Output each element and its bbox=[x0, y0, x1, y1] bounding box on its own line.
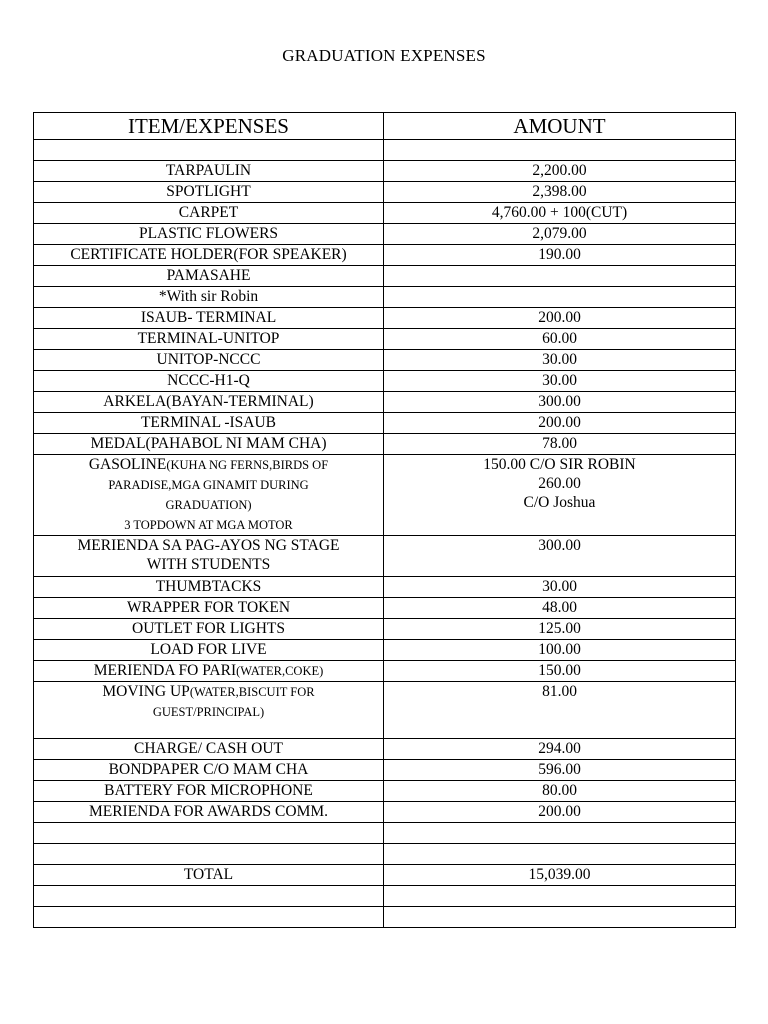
amount-text: 78.00 bbox=[542, 435, 577, 452]
item-line bbox=[38, 702, 379, 722]
amount-cell bbox=[384, 865, 736, 886]
item-line bbox=[38, 661, 379, 681]
table-row bbox=[34, 182, 736, 203]
item-note: (WATER,COKE) bbox=[236, 664, 324, 678]
amount-text: 81.00 bbox=[542, 683, 577, 700]
amount-cell bbox=[384, 802, 736, 823]
item-cell bbox=[34, 329, 384, 350]
amount-line bbox=[388, 640, 731, 659]
amount-cell bbox=[384, 823, 736, 844]
amount-line bbox=[388, 536, 731, 555]
item-line bbox=[38, 287, 379, 306]
amount-text: 30.00 bbox=[542, 372, 577, 389]
item-line bbox=[38, 182, 379, 201]
item-cell bbox=[34, 140, 384, 161]
item-cell bbox=[34, 161, 384, 182]
item-note: 3 TOPDOWN AT MGA MOTOR bbox=[124, 518, 293, 532]
amount-text: 30.00 bbox=[542, 578, 577, 595]
item-line bbox=[38, 371, 379, 390]
item-cell bbox=[34, 682, 384, 739]
table-row bbox=[34, 619, 736, 640]
table-header-row bbox=[34, 113, 736, 140]
item-line bbox=[38, 739, 379, 758]
amount-line bbox=[388, 329, 731, 348]
item-cell bbox=[34, 308, 384, 329]
item-cell bbox=[34, 823, 384, 844]
item-cell bbox=[34, 907, 384, 928]
item-line bbox=[38, 392, 379, 411]
amount-cell bbox=[384, 287, 736, 308]
item-text: WITH STUDENTS bbox=[146, 556, 271, 573]
amount-cell bbox=[384, 161, 736, 182]
item-cell bbox=[34, 434, 384, 455]
item-line bbox=[38, 781, 379, 800]
item-note: PARADISE,MGA GINAMIT DURING bbox=[108, 478, 309, 492]
amount-text: 2,079.00 bbox=[532, 225, 587, 242]
amount-cell bbox=[384, 536, 736, 577]
amount-cell bbox=[384, 640, 736, 661]
item-line bbox=[38, 682, 379, 702]
item-text: ARKELA(BAYAN-TERMINAL) bbox=[103, 393, 314, 410]
item-text: UNITOP-NCCC bbox=[156, 351, 261, 368]
item-text: CERTIFICATE HOLDER(FOR SPEAKER) bbox=[70, 246, 347, 263]
item-line bbox=[38, 475, 379, 495]
table-row bbox=[34, 739, 736, 760]
item-line bbox=[38, 536, 379, 555]
amount-column-header: AMOUNT bbox=[384, 113, 736, 140]
table-row bbox=[34, 598, 736, 619]
item-line bbox=[38, 434, 379, 453]
table-row bbox=[34, 308, 736, 329]
item-text: MERIENDA FO PARI bbox=[93, 662, 237, 679]
amount-text: 200.00 bbox=[538, 414, 581, 431]
item-cell bbox=[34, 413, 384, 434]
item-line bbox=[38, 619, 379, 638]
amount-line bbox=[388, 474, 731, 493]
amount-text: 260.00 bbox=[538, 475, 581, 492]
table-row bbox=[34, 640, 736, 661]
item-text: CHARGE/ CASH OUT bbox=[134, 740, 283, 757]
item-note: GRADUATION) bbox=[165, 498, 252, 512]
table-row bbox=[34, 661, 736, 682]
table-row bbox=[34, 140, 736, 161]
item-line bbox=[38, 865, 379, 884]
amount-line bbox=[388, 577, 731, 596]
table-row bbox=[34, 577, 736, 598]
amount-text: 294.00 bbox=[538, 740, 581, 757]
amount-cell bbox=[384, 661, 736, 682]
amount-cell bbox=[384, 682, 736, 739]
amount-text: 300.00 bbox=[538, 393, 581, 410]
item-note: GUEST/PRINCIPAL) bbox=[152, 705, 265, 719]
table-row bbox=[34, 682, 736, 739]
item-line bbox=[38, 577, 379, 596]
amount-cell bbox=[384, 245, 736, 266]
item-cell bbox=[34, 598, 384, 619]
amount-cell bbox=[384, 413, 736, 434]
item-text: SPOTLIGHT bbox=[166, 183, 251, 200]
amount-cell bbox=[384, 329, 736, 350]
amount-cell bbox=[384, 907, 736, 928]
amount-cell bbox=[384, 781, 736, 802]
item-text: TERMINAL -ISAUB bbox=[140, 414, 277, 431]
item-line bbox=[38, 245, 379, 264]
amount-line bbox=[388, 598, 731, 617]
item-line bbox=[38, 555, 379, 574]
amount-text: C/O Joshua bbox=[523, 494, 596, 511]
item-text: MEDAL(PAHABOL NI MAM CHA) bbox=[90, 435, 327, 452]
amount-line bbox=[388, 455, 731, 474]
amount-text: 200.00 bbox=[538, 803, 581, 820]
item-line bbox=[38, 640, 379, 659]
item-cell bbox=[34, 640, 384, 661]
amount-text: 150.00 C/O SIR ROBIN bbox=[483, 456, 636, 473]
amount-cell bbox=[384, 266, 736, 287]
amount-cell bbox=[384, 224, 736, 245]
amount-line bbox=[388, 413, 731, 432]
item-text: TARPAULIN bbox=[165, 162, 252, 179]
table-row bbox=[34, 455, 736, 536]
item-cell bbox=[34, 455, 384, 536]
amount-line bbox=[388, 760, 731, 779]
amount-text: 48.00 bbox=[542, 599, 577, 616]
item-text: *With sir Robin bbox=[158, 288, 259, 305]
table-row bbox=[34, 161, 736, 182]
item-line bbox=[38, 203, 379, 222]
amount-line bbox=[388, 493, 731, 512]
amount-cell bbox=[384, 886, 736, 907]
item-cell bbox=[34, 802, 384, 823]
item-text: LOAD FOR LIVE bbox=[150, 641, 267, 658]
item-text: BATTERY FOR MICROPHONE bbox=[104, 782, 313, 799]
amount-text: 125.00 bbox=[538, 620, 581, 637]
amount-text: 60.00 bbox=[542, 330, 577, 347]
item-line bbox=[38, 224, 379, 243]
item-line bbox=[38, 760, 379, 779]
item-text: BONDPAPER C/O MAM CHA bbox=[108, 761, 309, 778]
item-cell bbox=[34, 245, 384, 266]
item-cell bbox=[34, 577, 384, 598]
table-row bbox=[34, 907, 736, 928]
amount-text: 596.00 bbox=[538, 761, 581, 778]
table-row bbox=[34, 865, 736, 886]
amount-text: 2,398.00 bbox=[532, 183, 587, 200]
item-text: TERMINAL-UNITOP bbox=[137, 330, 280, 347]
amount-cell bbox=[384, 739, 736, 760]
amount-text: 4,760.00 + 100(CUT) bbox=[491, 204, 628, 221]
item-line bbox=[38, 329, 379, 348]
amount-text: 200.00 bbox=[538, 309, 581, 326]
amount-text: 100.00 bbox=[538, 641, 581, 658]
table-row bbox=[34, 760, 736, 781]
item-text: CARPET bbox=[178, 204, 239, 221]
item-note: (WATER,BISCUIT FOR bbox=[189, 685, 315, 699]
amount-cell bbox=[384, 203, 736, 224]
amount-cell bbox=[384, 308, 736, 329]
item-text: MERIENDA SA PAG-AYOS NG STAGE bbox=[77, 537, 340, 554]
table-row bbox=[34, 781, 736, 802]
amount-line bbox=[388, 781, 731, 800]
item-line bbox=[38, 515, 379, 535]
table-row bbox=[34, 413, 736, 434]
amount-line bbox=[388, 224, 731, 243]
item-text: GASOLINE bbox=[88, 456, 167, 473]
amount-cell bbox=[384, 844, 736, 865]
item-cell bbox=[34, 760, 384, 781]
amount-text: 15,039.00 bbox=[528, 866, 591, 883]
amount-line bbox=[388, 802, 731, 821]
item-cell bbox=[34, 287, 384, 308]
amount-line bbox=[388, 619, 731, 638]
amount-text: 80.00 bbox=[542, 782, 577, 799]
item-cell bbox=[34, 781, 384, 802]
amount-line bbox=[388, 865, 731, 884]
item-cell bbox=[34, 865, 384, 886]
amount-cell bbox=[384, 577, 736, 598]
item-line bbox=[38, 161, 379, 180]
amount-line bbox=[388, 350, 731, 369]
amount-cell bbox=[384, 371, 736, 392]
item-text: WRAPPER FOR TOKEN bbox=[126, 599, 291, 616]
amount-text: 190.00 bbox=[538, 246, 581, 263]
item-text: MOVING UP bbox=[102, 683, 190, 700]
item-cell bbox=[34, 619, 384, 640]
amount-text: 30.00 bbox=[542, 351, 577, 368]
table-row bbox=[34, 203, 736, 224]
amount-line bbox=[388, 371, 731, 390]
table-row bbox=[34, 844, 736, 865]
amount-line bbox=[388, 434, 731, 453]
item-line bbox=[38, 266, 379, 285]
table-row bbox=[34, 371, 736, 392]
item-note: (KUHA NG FERNS,BIRDS OF bbox=[166, 458, 329, 472]
item-cell bbox=[34, 266, 384, 287]
amount-line bbox=[388, 245, 731, 264]
amount-cell bbox=[384, 392, 736, 413]
item-cell bbox=[34, 182, 384, 203]
table-row bbox=[34, 329, 736, 350]
table-row bbox=[34, 245, 736, 266]
amount-cell bbox=[384, 350, 736, 371]
table-row bbox=[34, 266, 736, 287]
item-text: TOTAL bbox=[183, 866, 234, 883]
expenses-table bbox=[33, 112, 736, 928]
item-cell bbox=[34, 886, 384, 907]
item-cell bbox=[34, 844, 384, 865]
amount-line bbox=[388, 392, 731, 411]
item-line bbox=[38, 455, 379, 475]
item-text: MERIENDA FOR AWARDS COMM. bbox=[88, 803, 329, 820]
amount-text: 150.00 bbox=[538, 662, 581, 679]
item-cell bbox=[34, 661, 384, 682]
item-line bbox=[38, 495, 379, 515]
table-row bbox=[34, 224, 736, 245]
item-line bbox=[38, 802, 379, 821]
amount-cell bbox=[384, 182, 736, 203]
amount-line bbox=[388, 161, 731, 180]
item-text: THUMBTACKS bbox=[155, 578, 262, 595]
amount-cell bbox=[384, 619, 736, 640]
item-cell bbox=[34, 203, 384, 224]
item-cell bbox=[34, 350, 384, 371]
amount-line bbox=[388, 682, 731, 701]
amount-cell bbox=[384, 760, 736, 781]
table-row bbox=[34, 434, 736, 455]
amount-line bbox=[388, 661, 731, 680]
item-text: PLASTIC FLOWERS bbox=[138, 225, 279, 242]
item-cell bbox=[34, 224, 384, 245]
amount-cell bbox=[384, 598, 736, 619]
amount-cell bbox=[384, 140, 736, 161]
table-row bbox=[34, 350, 736, 371]
item-text: ISAUB- TERMINAL bbox=[140, 309, 277, 326]
table-row bbox=[34, 392, 736, 413]
table-row bbox=[34, 823, 736, 844]
item-column-header: ITEM/EXPENSES bbox=[34, 113, 384, 140]
item-cell bbox=[34, 392, 384, 413]
table-row bbox=[34, 886, 736, 907]
amount-cell bbox=[384, 455, 736, 536]
item-text: OUTLET FOR LIGHTS bbox=[132, 620, 285, 637]
table-row bbox=[34, 287, 736, 308]
item-cell bbox=[34, 739, 384, 760]
item-line bbox=[38, 413, 379, 432]
item-line bbox=[38, 598, 379, 617]
expenses-table-body bbox=[34, 113, 736, 928]
item-cell bbox=[34, 536, 384, 577]
amount-line bbox=[388, 308, 731, 327]
amount-cell bbox=[384, 434, 736, 455]
table-row bbox=[34, 802, 736, 823]
amount-text: 2,200.00 bbox=[532, 162, 587, 179]
amount-text: 300.00 bbox=[538, 537, 581, 554]
amount-line bbox=[388, 203, 731, 222]
amount-line bbox=[388, 739, 731, 758]
item-text: PAMASAHE bbox=[166, 267, 251, 284]
item-line bbox=[38, 350, 379, 369]
page-title: GRADUATION EXPENSES bbox=[282, 46, 486, 65]
table-row bbox=[34, 536, 736, 577]
amount-line bbox=[388, 182, 731, 201]
item-cell bbox=[34, 371, 384, 392]
item-text: NCCC-H1-Q bbox=[167, 372, 250, 389]
item-line bbox=[38, 308, 379, 327]
